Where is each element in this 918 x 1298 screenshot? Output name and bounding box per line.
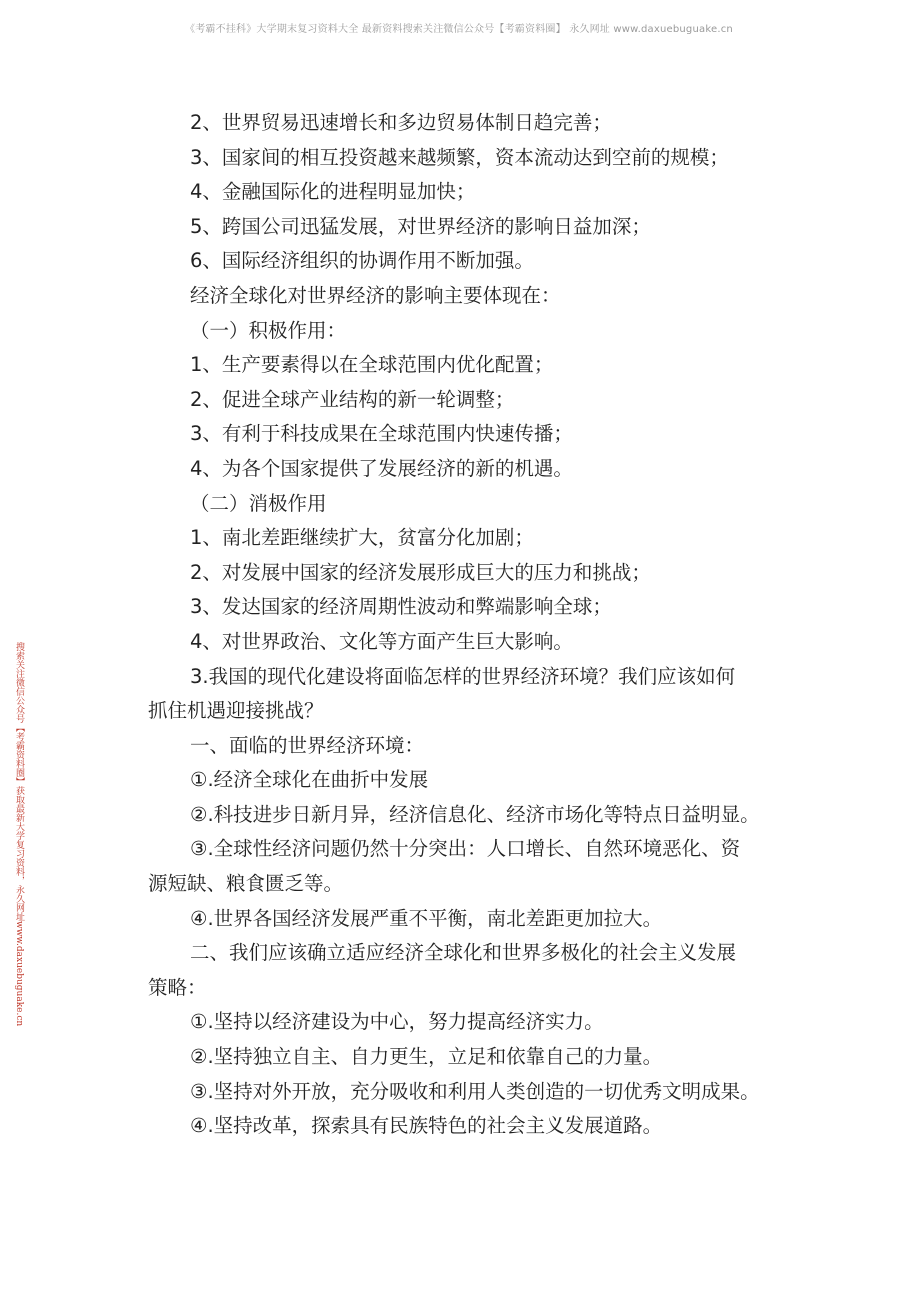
text-line: 3、有利于科技成果在全球范围内快速传播； <box>190 422 573 446</box>
text-line: 抓住机遇迎接挑战？ <box>148 699 324 723</box>
text-line: 2、对发展中国家的经济发展形成巨大的压力和挑战； <box>190 560 651 584</box>
text-line: 6、国际经济组织的协调作用不断加强。 <box>190 249 534 273</box>
text-line: 1、生产要素得以在全球范围内优化配置； <box>190 353 554 377</box>
text-line: 2、促进全球产业结构的新一轮调整； <box>190 387 515 411</box>
text-line: 3、国家间的相互投资越来越频繁，资本流动达到空前的规模； <box>190 145 729 169</box>
text-line: ②.坚持独立自主、自力更生，立足和依靠自己的力量。 <box>190 1045 663 1069</box>
text-line: ①.经济全球化在曲折中发展 <box>190 768 429 792</box>
text-line: ④.坚持改革，探索具有民族特色的社会主义发展道路。 <box>190 1114 663 1138</box>
text-line: 4、对世界政治、文化等方面产生巨大影响。 <box>190 629 573 653</box>
text-line: 策略： <box>148 975 207 999</box>
text-line: ④.世界各国经济发展严重不平衡，南北差距更加拉大。 <box>190 906 663 930</box>
text-line: 4、金融国际化的进程明显加快； <box>190 180 476 204</box>
text-line: ②.科技进步日新月异，经济信息化、经济市场化等特点日益明显。 <box>190 802 760 826</box>
text-line: 1、南北差距继续扩大，贫富分化加剧； <box>190 526 534 550</box>
text-line: 二、我们应该确立适应经济全球化和世界多极化的社会主义发展 <box>190 941 737 965</box>
text-line: 3、发达国家的经济周期性波动和弊端影响全球； <box>190 595 612 619</box>
text-line: （二）消极作用 <box>190 491 327 515</box>
text-line: 一、面临的世界经济环境： <box>190 733 425 757</box>
text-line: （一）积极作用： <box>190 318 347 342</box>
text-line: 2、世界贸易迅速增长和多边贸易体制日趋完善； <box>190 111 612 134</box>
text-line: 5、跨国公司迅猛发展，对世界经济的影响日益加深； <box>190 214 651 238</box>
side-watermark: 搜索关注微信公众号【考霸资料圈】获取最新大学复习资料，永久网址www.daxuebuguake.cn <box>14 642 24 1027</box>
text-line: 经济全球化对世界经济的影响主要体现在： <box>190 283 561 307</box>
text-line: 3.我国的现代化建设将面临怎样的世界经济环境？我们应该如何 <box>190 664 736 688</box>
text-line: ③.全球性经济问题仍然十分突出：人口增长、自然环境恶化、资 <box>190 837 741 861</box>
text-line: ①.坚持以经济建设为中心，努力提高经济实力。 <box>190 1010 604 1034</box>
text-line: 4、为各个国家提供了发展经济的新的机遇。 <box>190 456 573 480</box>
document-body <box>148 106 788 1144</box>
text-line: 源短缺、粮食匮乏等。 <box>148 872 344 896</box>
text-line: ③.坚持对外开放，充分吸收和利用人类创造的一切优秀文明成果。 <box>190 1079 760 1103</box>
header-watermark: 《考霸不挂科》大学期末复习资料大全 最新资料搜索关注微信公众号【考霸资料圈】 永久网址 www.daxuebuguake.cn <box>185 24 733 35</box>
